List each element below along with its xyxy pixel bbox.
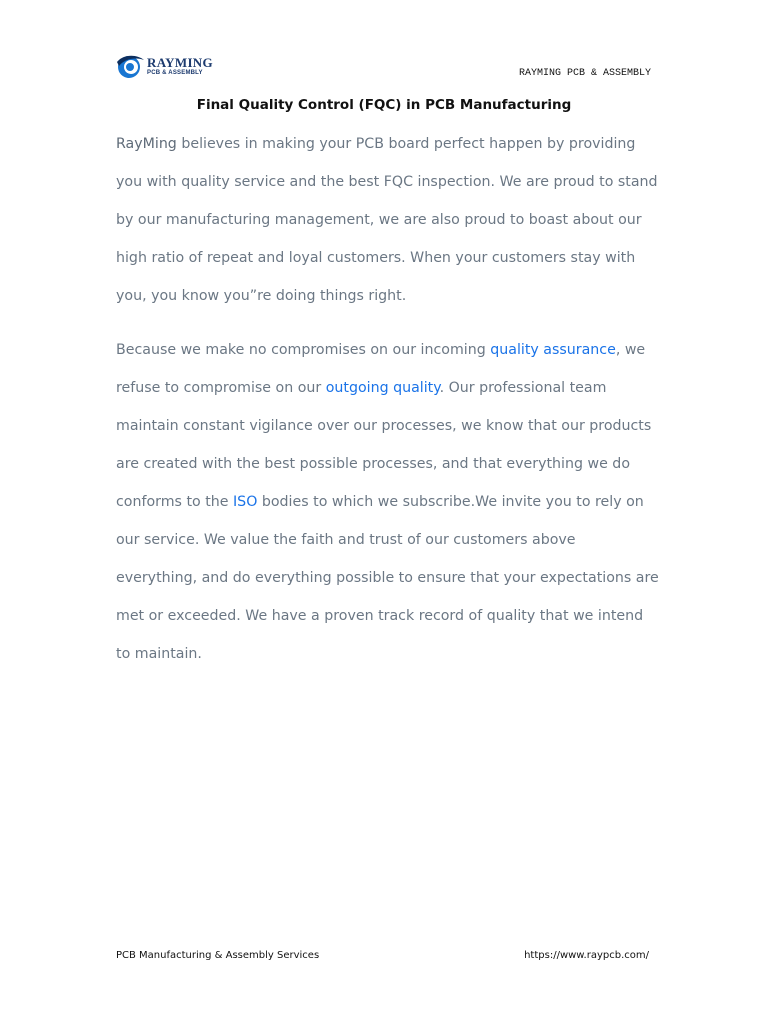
paragraph-2-text-2: , we refuse to compromise on our xyxy=(116,342,646,396)
paragraph-1 xyxy=(116,125,661,315)
rayming-logo-icon xyxy=(115,52,145,80)
brand-name: RayMing xyxy=(116,136,177,152)
paragraph-2-text-3: . Our professional team maintain constant vigilance over our processes, we know that our products are created with the best possible processes, and that everything we do conforms to the xyxy=(116,380,652,510)
footer-url[interactable]: https://www.raypcb.com/ xyxy=(524,950,649,961)
paragraph-2 xyxy=(116,331,661,673)
footer-services: PCB Manufacturing & Assembly Services xyxy=(116,950,320,961)
paragraph-2-text-1: Because we make no compromises on our incoming xyxy=(116,342,491,358)
header-company-name: RAYMING PCB & ASSEMBLY xyxy=(518,68,651,79)
paragraph-1-text: believes in making your PCB board perfect happen by providing you with quality service and the best FQC inspection. We are proud to stand by our manufacturing management, we are also proud to boast about our high ratio of repeat and loyal customers. When your customers stay with you, you know you”re doing things right. xyxy=(116,136,658,304)
logo-name: RAYMING xyxy=(147,55,213,70)
logo-subtitle: PCB & ASSEMBLY xyxy=(147,70,203,76)
paragraph-2-text-4: bodies to which we subscribe.We invite you to rely on our service. We value the faith and trust of our customers above everything, and do everything possible to ensure that your expectations are met or exceeded. We have a proven track record of quality that we intend to maintain. xyxy=(116,494,659,662)
company-logo xyxy=(115,52,213,80)
quality-assurance-link[interactable]: quality assurance xyxy=(490,342,616,358)
document-title: Final Quality Control (FQC) in PCB Manufacturing xyxy=(196,97,572,113)
outgoing-quality-link[interactable]: outgoing quality xyxy=(325,380,440,396)
iso-link[interactable]: ISO xyxy=(233,494,258,510)
